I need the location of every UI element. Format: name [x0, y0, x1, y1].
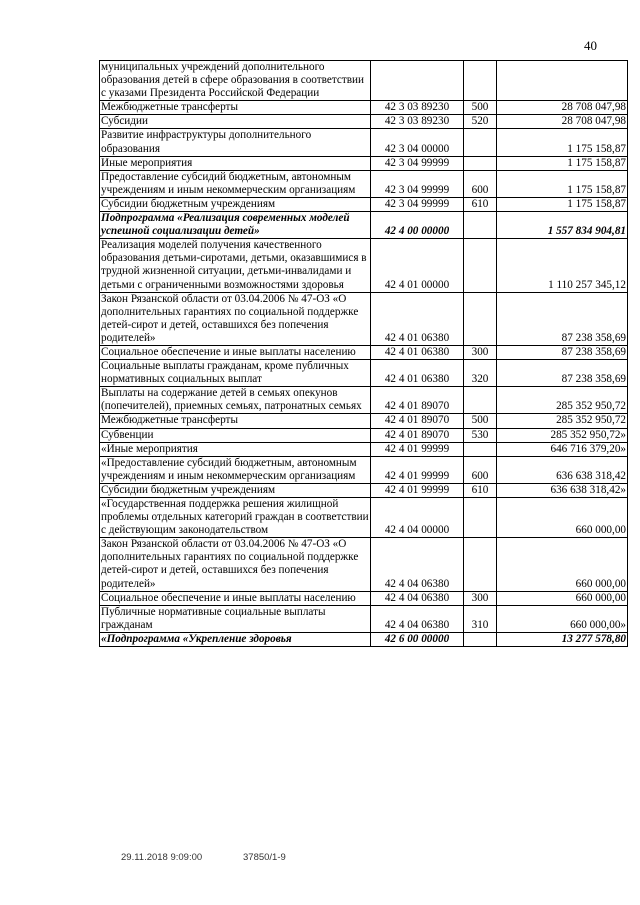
row-type-cell: 300 — [464, 591, 497, 605]
row-name-cell: Публичные нормативные социальные выплаты гражданам — [100, 605, 371, 632]
footer-document-id: 37850/1-9 — [243, 852, 286, 863]
row-sum-cell: 87 238 358,69 — [497, 345, 628, 359]
row-name-cell: Субсидии — [100, 115, 371, 129]
table-row — [100, 498, 628, 538]
row-name-cell: Реализация моделей получения качественного образования детьми-сиротами, детьми, оказавшимися в трудной жизненной ситуации, детьми-инвалидами и детьми с ограниченными возможностями здоровья — [100, 239, 371, 292]
row-sum-cell: 28 708 047,98 — [497, 115, 628, 129]
row-name-cell: Субсидии бюджетным учреждениям — [100, 483, 371, 497]
row-code-cell — [371, 61, 464, 101]
row-sum-cell: 1 175 158,87 — [497, 197, 628, 211]
row-name-cell: Выплаты на содержание детей в семьях опекунов (попечителей), приемных семьях, патронатных семьях — [100, 387, 371, 414]
row-name-cell: «Государственная поддержка решения жилищной проблемы отдельных категорий граждан в соответствии с действующим законодательством — [101, 498, 369, 537]
row-type-cell — [464, 61, 497, 101]
row-code-cell: 42 4 01 99999 — [371, 442, 464, 456]
row-name-cell: Субвенции — [100, 428, 371, 442]
row-sum-cell: 87 238 358,69 — [497, 292, 628, 345]
table-row — [100, 456, 628, 483]
row-type-cell: 300 — [464, 345, 497, 359]
row-type-cell — [464, 632, 497, 646]
table-row — [100, 129, 628, 156]
row-sum-cell — [497, 61, 628, 101]
row-code-cell: 42 4 01 06380 — [371, 292, 464, 345]
row-code-cell: 42 4 01 89070 — [371, 428, 464, 442]
row-code-cell: 42 4 04 06380 — [371, 605, 464, 632]
row-code-cell: 42 4 04 06380 — [371, 591, 464, 605]
row-code-cell: 42 3 04 00000 — [371, 129, 464, 156]
row-code-cell: 42 3 03 89230 — [371, 101, 464, 115]
row-name-cell: Закон Рязанской области от 03.04.2006 № 47-ОЗ «О дополнительных гарантиях по социальной поддержке детей-сирот и детей, оставшихся без попечения родителей» — [100, 292, 371, 345]
row-type-cell — [464, 212, 497, 239]
table-row — [100, 170, 628, 197]
table-row — [100, 61, 628, 101]
table-row — [100, 345, 628, 359]
row-name-cell: Предоставление субсидий бюджетным, автономным учреждениям и иным некоммерческим организациям — [100, 170, 371, 197]
table-row — [100, 591, 628, 605]
table-row — [100, 483, 628, 497]
row-sum-cell: 660 000,00 — [497, 538, 628, 591]
page-number: 40 — [584, 38, 597, 53]
table-row — [100, 414, 628, 428]
row-name-cell: Межбюджетные трансферты — [100, 414, 371, 428]
table-row — [100, 197, 628, 211]
row-sum-cell: 285 352 950,72» — [497, 428, 628, 442]
row-type-cell: 600 — [464, 456, 497, 483]
row-sum-cell: 1 175 158,87 — [497, 129, 628, 156]
row-name-cell: Социальное обеспечение и иные выплаты населению — [100, 591, 371, 605]
row-type-cell — [464, 387, 497, 414]
row-type-cell — [464, 156, 497, 170]
table-row — [100, 632, 628, 646]
row-code-cell: 42 6 00 00000 — [371, 632, 464, 646]
table-row — [100, 428, 628, 442]
row-type-cell — [464, 292, 497, 345]
budget-table-body — [100, 61, 628, 647]
row-code-cell: 42 4 04 00000 — [371, 498, 464, 538]
row-sum-cell: 1 175 158,87 — [497, 156, 628, 170]
row-sum-cell: 636 638 318,42» — [497, 483, 628, 497]
row-type-cell — [464, 442, 497, 456]
table-row — [100, 101, 628, 115]
row-type-cell: 500 — [464, 414, 497, 428]
row-code-cell: 42 4 01 06380 — [371, 360, 464, 387]
row-code-cell: 42 3 04 99999 — [371, 156, 464, 170]
row-sum-cell: 1 110 257 345,12 — [497, 239, 628, 292]
row-code-cell: 42 4 00 00000 — [371, 212, 464, 239]
row-name-cell: Социальные выплаты гражданам, кроме публичных нормативных социальных выплат — [100, 360, 371, 387]
table-row — [100, 292, 628, 345]
row-sum-cell: 660 000,00 — [497, 591, 628, 605]
row-sum-cell: 660 000,00 — [497, 498, 628, 538]
budget-table — [99, 60, 628, 647]
row-sum-cell: 660 000,00» — [497, 605, 628, 632]
row-name-cell: Межбюджетные трансферты — [100, 101, 371, 115]
row-type-cell: 310 — [464, 605, 497, 632]
row-type-cell — [464, 498, 497, 538]
row-name-cell: «Иные мероприятия — [100, 442, 371, 456]
row-code-cell: 42 4 01 99999 — [371, 483, 464, 497]
table-row — [100, 387, 628, 414]
row-sum-cell: 87 238 358,69 — [497, 360, 628, 387]
table-row — [100, 212, 628, 239]
row-code-cell: 42 4 01 06380 — [371, 345, 464, 359]
row-name-cell: «Подпрограмма «Укрепление здоровья — [100, 632, 371, 646]
table-row — [100, 239, 628, 292]
table-row — [100, 156, 628, 170]
row-code-cell: 42 4 01 89070 — [371, 387, 464, 414]
row-type-cell: 320 — [464, 360, 497, 387]
row-name-cell: «Предоставление субсидий бюджетным, автономным учреждениям и иным некоммерческим организациям — [100, 456, 371, 483]
row-type-cell: 530 — [464, 428, 497, 442]
row-name-cell: Субсидии бюджетным учреждениям — [100, 197, 371, 211]
row-type-cell — [464, 239, 497, 292]
row-sum-cell: 285 352 950,72 — [497, 414, 628, 428]
row-code-cell: 42 4 01 99999 — [371, 456, 464, 483]
row-code-cell: 42 3 04 99999 — [371, 170, 464, 197]
row-sum-cell: 1 557 834 904,81 — [497, 212, 628, 239]
row-sum-cell: 285 352 950,72 — [497, 387, 628, 414]
row-type-cell: 600 — [464, 170, 497, 197]
row-code-cell: 42 4 01 89070 — [371, 414, 464, 428]
row-code-cell: 42 3 03 89230 — [371, 115, 464, 129]
row-type-cell: 520 — [464, 115, 497, 129]
row-sum-cell: 28 708 047,98 — [497, 101, 628, 115]
row-name-cell: Иные мероприятия — [100, 156, 371, 170]
row-sum-cell: 13 277 578,80 — [497, 632, 628, 646]
table-row — [100, 538, 628, 591]
table-row — [100, 360, 628, 387]
footer-datetime: 29.11.2018 9:09:00 — [121, 852, 203, 863]
row-type-cell: 610 — [464, 483, 497, 497]
row-code-cell: 42 4 01 00000 — [371, 239, 464, 292]
row-code-cell: 42 4 04 06380 — [371, 538, 464, 591]
row-sum-cell: 1 175 158,87 — [497, 170, 628, 197]
row-type-cell: 500 — [464, 101, 497, 115]
row-type-cell — [464, 129, 497, 156]
row-type-cell: 610 — [464, 197, 497, 211]
table-row — [100, 442, 628, 456]
row-type-cell — [464, 538, 497, 591]
row-name-cell: Закон Рязанской области от 03.04.2006 № 47-ОЗ «О дополнительных гарантиях по социальной поддержке детей-сирот и детей, оставшихся без попечения родителей» — [100, 538, 371, 591]
row-code-cell: 42 3 04 99999 — [371, 197, 464, 211]
row-sum-cell: 646 716 379,20» — [497, 442, 628, 456]
row-name-cell: муниципальных учреждений дополнительного образования детей в сфере образования в соответствии с указами Президента Российской Федерации — [100, 61, 371, 101]
table-row — [100, 605, 628, 632]
row-name-cell: Социальное обеспечение и иные выплаты населению — [100, 345, 371, 359]
row-name-cell: Подпрограмма «Реализация современных моделей успешной социализации детей» — [100, 212, 371, 239]
row-sum-cell: 636 638 318,42 — [497, 456, 628, 483]
table-row — [100, 115, 628, 129]
row-name-cell: Развитие инфраструктуры дополнительного образования — [100, 129, 371, 156]
